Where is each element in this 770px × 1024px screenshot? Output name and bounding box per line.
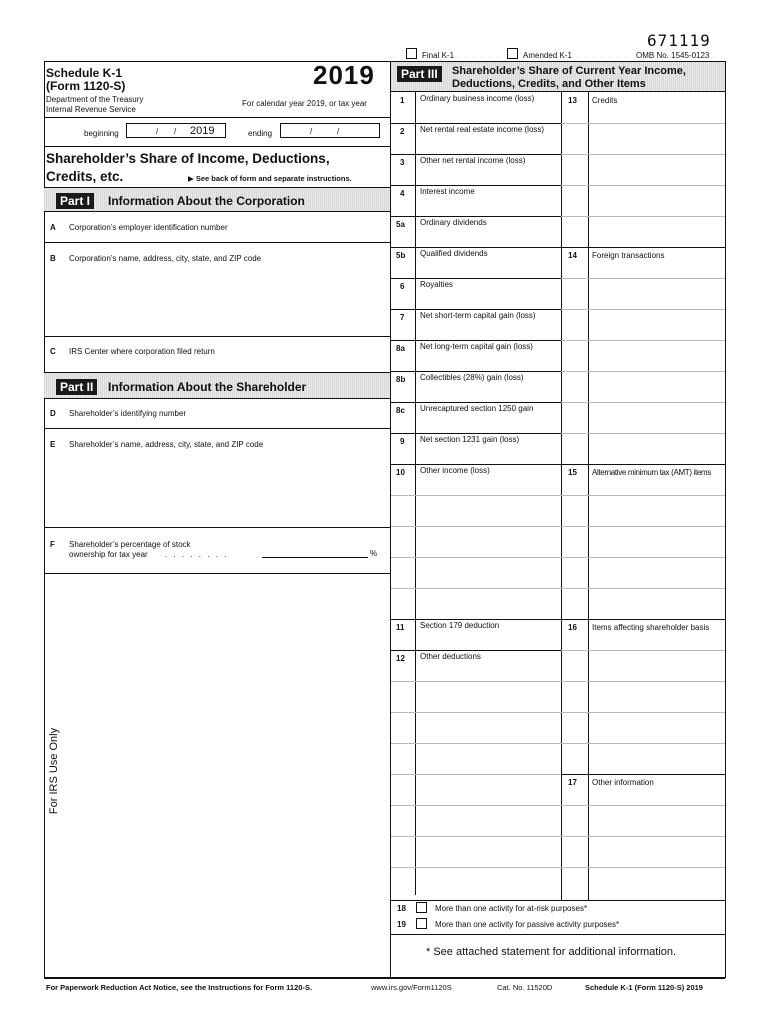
percentage-field[interactable] [262,557,368,558]
line-9-number: 9 [400,437,405,446]
line-17-label: Other information [592,778,654,787]
line-16-label: Items affecting shareholder basis [592,623,710,632]
line-8a-number: 8a [396,344,405,353]
end-slash-2: / [337,127,340,136]
omb-number: OMB No. 1545-0123 [636,51,710,60]
line-3-number: 3 [400,158,405,167]
line19-number: 19 [397,920,406,929]
line-5b-label: Qualified dividends [420,249,488,258]
begin-year: 2019 [190,125,215,137]
ending-label: ending [248,129,273,138]
item-a-letter: A [50,223,56,232]
item-e-label: Shareholder’s name, address, city, state, and ZIP code [69,440,264,449]
final-k1-label: Final K-1 [422,51,455,60]
item-f-label-line1: Shareholder’s percentage of stock [69,540,191,549]
line-13-label: Credits [592,96,618,105]
percent-sign: % [370,549,378,558]
line-2-label: Net rental real estate income (loss) [420,125,545,134]
line18-number: 18 [397,904,406,913]
line-3-label: Other net rental income (loss) [420,156,526,165]
department-line2: Internal Revenue Service [46,105,136,114]
part3-tag: Part III [397,66,442,82]
footer-form-id: Schedule K-1 (Form 1120-S) 2019 [585,983,703,992]
line-7-number: 7 [400,313,405,322]
paperwork-notice: For Paperwork Reduction Act Notice, see the Instructions for Form 1120-S. [46,983,313,992]
form-reference: (Form 1120-S) [46,79,126,93]
line-15-label: Alternative minimum tax (AMT) items [592,468,711,477]
irs-url: www.irs.gov/Form1120S [371,983,452,992]
line-8c-label: Unrecaptured section 1250 gain [420,404,534,413]
line-17-number: 17 [568,778,577,787]
part1-title: Information About the Corporation [108,194,305,208]
item-a-label: Corporation’s employer identification number [69,223,228,232]
item-e-letter: E [50,440,56,449]
line19-checkbox[interactable] [416,918,427,929]
line-1-number: 1 [400,96,405,105]
line-1-label: Ordinary business income (loss) [420,94,535,103]
part2-tag: Part II [56,379,97,395]
final-k1-checkbox[interactable] [406,48,417,59]
part3-title-line2: Deductions, Credits, and Other Items [452,78,646,90]
line-11-label: Section 179 deduction [420,621,500,630]
attached-statement-note: * See attached statement for additional information. [426,946,677,958]
item-d-label: Shareholder’s identifying number [69,409,187,418]
begin-slash-1: / [156,127,159,136]
line-2-number: 2 [400,127,405,136]
item-d-letter: D [50,409,56,418]
item-f-dots: . . . . . . . . [165,550,229,559]
item-b-label: Corporation’s name, address, city, state, and ZIP code [69,254,262,263]
item-c-letter: C [50,347,56,356]
line-14-label: Foreign transactions [592,251,665,260]
line18-label: More than one activity for at-risk purposes* [435,904,588,913]
schedule-title: Schedule K-1 [46,66,123,80]
line-8a-label: Net long-term capital gain (loss) [420,342,533,351]
line-12-number: 12 [396,654,405,663]
line-6-number: 6 [400,282,405,291]
line-10-number: 10 [396,468,405,477]
part1-tag: Part I [56,193,94,209]
ending-date-field[interactable] [280,123,380,138]
catalog-number: Cat. No. 11520D [497,983,553,992]
line-11-number: 11 [396,623,405,632]
line18-checkbox[interactable] [416,902,427,913]
line-4-label: Interest income [420,187,475,196]
item-f-letter: F [50,540,55,549]
main-title-line1: Shareholder’s Share of Income, Deductions, [46,151,330,166]
see-back-instructions: ▶ See back of form and separate instructions. [188,174,352,183]
line-14-number: 14 [568,251,577,260]
main-title-line2: Credits, etc. [46,169,124,184]
line-8b-number: 8b [396,375,406,384]
item-b-letter: B [50,254,56,263]
line-8b-label: Collectibles (28%) gain (loss) [420,373,524,382]
department-line1: Department of the Treasury [46,95,144,104]
line-16-number: 16 [568,623,577,632]
form-id-number: 671119 [647,31,711,50]
line-10-label: Other income (loss) [420,466,490,475]
calendar-year-text: For calendar year 2019, or tax year [242,99,367,108]
item-c-label: IRS Center where corporation filed return [69,347,215,356]
beginning-date-field[interactable] [126,123,226,138]
end-slash-1: / [310,127,313,136]
part2-title: Information About the Shareholder [108,380,307,394]
line-6-label: Royalties [420,280,453,289]
line-13-number: 13 [568,96,577,105]
line-12-label: Other deductions [420,652,481,661]
beginning-label: beginning [84,129,119,138]
line-5a-number: 5a [396,220,405,229]
line-9-label: Net section 1231 gain (loss) [420,435,520,444]
begin-slash-2: / [174,127,177,136]
amended-k1-checkbox[interactable] [507,48,518,59]
item-f-label-line2: ownership for tax year [69,550,148,559]
line-8c-number: 8c [396,406,405,415]
line19-label: More than one activity for passive activity purposes* [435,920,620,929]
line-5b-number: 5b [396,251,406,260]
line-4-number: 4 [400,189,405,198]
irs-use-only-label: For IRS Use Only [48,727,60,815]
line-5a-label: Ordinary dividends [420,218,487,227]
line-15-number: 15 [568,468,577,477]
line-7-label: Net short-term capital gain (loss) [420,311,536,320]
tax-year-large: 2019 [313,60,375,90]
part3-title-line1: Shareholder’s Share of Current Year Income, [452,65,686,77]
amended-k1-label: Amended K-1 [523,51,572,60]
